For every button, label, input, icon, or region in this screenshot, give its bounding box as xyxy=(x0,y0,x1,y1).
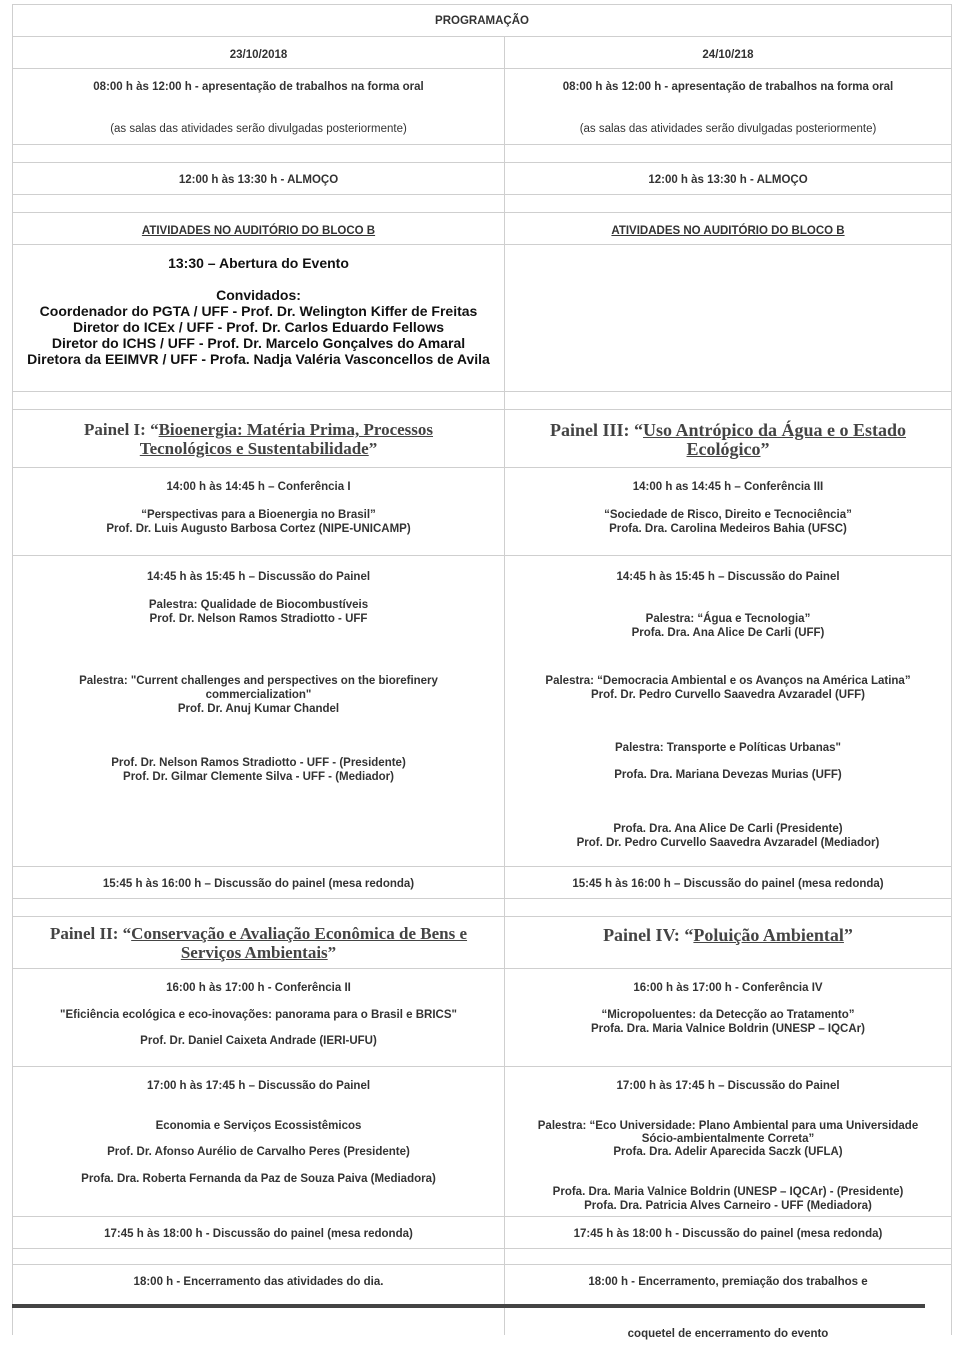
lunch-row xyxy=(12,162,952,195)
auditorium-row xyxy=(12,212,952,245)
opening-title: 13:30 – Abertura do Evento xyxy=(168,255,349,271)
panel2-mediator: Profa. Dra. Roberta Fernanda da Paz de Souza Paiva (Mediadora) xyxy=(81,1173,436,1185)
auditorium-right: ATIVIDADES NO AUDITÓRIO DO BLOCO B xyxy=(611,225,845,237)
closing-right xyxy=(505,1265,952,1340)
panel3-talk3-speaker: Profa. Dra. Mariana Devezas Murias (UFF) xyxy=(614,769,842,781)
conference-row-1 xyxy=(12,467,952,556)
panel2-president: Prof. Dr. Afonso Aurélio de Carvalho Peres (Presidente) xyxy=(107,1146,410,1158)
lunch-right: 12:00 h às 13:30 h - ALMOÇO xyxy=(505,163,952,195)
panel1-conference xyxy=(12,468,505,556)
panel4-talk-speaker: Profa. Dra. Adelir Aparecida Saczk (UFLA) xyxy=(613,1146,843,1158)
panel3-talk2-title: Palestra: “Democracia Ambiental e os Avanços na América Latina” xyxy=(545,675,911,687)
panel4-discussion xyxy=(505,1067,952,1217)
day-right: 24/10/218 xyxy=(505,37,952,69)
panel3-talk1-title: Palestra: “Água e Tecnologia” xyxy=(645,613,811,625)
lunch-left: 12:00 h às 13:30 h - ALMOÇO xyxy=(12,163,505,195)
panel3-conf-title: “Sociedade de Risco, Direito e Tecnociência” xyxy=(604,509,852,521)
panel3-president: Profa. Dra. Ana Alice De Carli (Presidente) xyxy=(613,823,843,835)
panel3-conf-time: 14:00 h as 14:45 h – Conferência III xyxy=(632,481,824,493)
conference-row-2 xyxy=(12,968,952,1067)
panel3-conference xyxy=(505,468,952,556)
guest-item: Diretora da EEIMVR / UFF - Profa. Nadja Valéria Vasconcellos de Avila xyxy=(27,351,490,367)
page-break-rule xyxy=(12,1304,925,1308)
guest-item: Coordenador do PGTA / UFF - Prof. Dr. Welington Kiffer de Freitas xyxy=(39,303,478,319)
panel4-president: Profa. Dra. Maria Valnice Boldrin (UNESP – IQCAr) - (Presidente) xyxy=(552,1186,904,1198)
spacer-row xyxy=(12,1248,952,1265)
panel4-talk-line2: Sócio-ambientalmente Correta” xyxy=(641,1133,815,1145)
spacer-row xyxy=(12,391,952,410)
panel3-prefix: Painel III: “ xyxy=(549,420,643,440)
panel1-talk2-line2: commercialization" xyxy=(205,689,312,701)
panel2-title-line2: Serviços Ambientais xyxy=(180,943,328,962)
spacer-row xyxy=(12,898,952,917)
panel2-title xyxy=(12,917,505,969)
dates-row xyxy=(12,36,952,69)
header-row xyxy=(12,4,952,37)
page-title: PROGRAMAÇÃO xyxy=(12,5,952,37)
panel4-talk-line1: Palestra: “Eco Universidade: Plano Ambiental para uma Universidade xyxy=(537,1120,919,1132)
panel4-round: 17:45 h às 18:00 h - Discussão do painel (mesa redonda) xyxy=(505,1217,952,1249)
guests-label: Convidados: xyxy=(216,287,301,303)
panel3-title xyxy=(505,410,952,468)
morning-left xyxy=(12,69,505,145)
panel2-discussion xyxy=(12,1067,505,1217)
panel2-round: 17:45 h às 18:00 h - Discussão do painel (mesa redonda) xyxy=(12,1217,505,1249)
panel3-mediator: Prof. Dr. Pedro Curvello Saavedra Avzaradel (Mediador) xyxy=(576,837,880,849)
panel4-conf-title: “Micropoluentes: da Detecção ao Tratamento” xyxy=(601,1009,855,1021)
panel2-title-line1: Conservação e Avaliação Econômica de Bens e xyxy=(131,924,468,943)
round-row-1 xyxy=(12,866,952,899)
morning-right-time: 08:00 h às 12:00 h - apresentação de trabalhos na forma oral xyxy=(562,81,894,93)
day-left: 23/10/2018 xyxy=(12,37,505,69)
spacer-row xyxy=(12,194,952,213)
panel4-suffix: ” xyxy=(843,925,853,945)
panel4-mediator: Profa. Dra. Patricia Alves Carneiro - UFF (Mediadora) xyxy=(584,1200,872,1212)
panel1-suffix: ” xyxy=(368,439,378,458)
panel3-disc-time: 14:45 h às 15:45 h – Discussão do Painel xyxy=(616,571,840,583)
panel3-conf-speaker: Profa. Dra. Carolina Medeiros Bahia (UFSC) xyxy=(609,523,847,535)
panel1-discussion xyxy=(12,556,505,867)
panel4-prefix: Painel IV: “ xyxy=(603,925,694,945)
panel1-title xyxy=(12,410,505,468)
panel1-talk1-title: Palestra: Qualidade de Biocombustíveis xyxy=(148,599,369,611)
morning-right xyxy=(505,69,952,145)
guest-item: Diretor do ICEx / UFF - Prof. Dr. Carlos Eduardo Fellows xyxy=(72,319,445,335)
panel1-president: Prof. Dr. Nelson Ramos Stradiotto - UFF - (Presidente) xyxy=(111,757,406,769)
panel2-conf-title: "Eficiência ecológica e eco-inovações: panorama para o Brasil e BRICS" xyxy=(60,1009,457,1021)
panel2-suffix: ” xyxy=(327,943,337,962)
panel-title-row-1 xyxy=(12,409,952,468)
morning-left-time: 08:00 h às 12:00 h - apresentação de trabalhos na forma oral xyxy=(93,81,424,93)
panel4-disc-time: 17:00 h às 17:45 h – Discussão do Painel xyxy=(616,1080,840,1092)
auditorium-left: ATIVIDADES NO AUDITÓRIO DO BLOCO B xyxy=(141,225,376,237)
panel2-disc-time: 17:00 h às 17:45 h – Discussão do Painel xyxy=(146,1080,371,1092)
panel1-round: 15:45 h às 16:00 h – Discussão do painel (mesa redonda) xyxy=(12,867,505,899)
panel4-conf-time: 16:00 h às 17:00 h - Conferência IV xyxy=(633,982,823,994)
panel2-prefix: Painel II: “ xyxy=(49,924,132,943)
panel2-conference xyxy=(12,969,505,1067)
panel1-talk2-line1: Palestra: "Current challenges and perspectives on the biorefinery xyxy=(79,675,438,687)
spacer-row xyxy=(12,144,952,163)
panel3-suffix: ” xyxy=(760,439,770,459)
panel4-title xyxy=(505,917,952,969)
discussion-row-1 xyxy=(12,555,952,867)
panel1-conf-title: “Perspectivas para a Bioenergia no Brasil” xyxy=(141,509,376,521)
panel1-title-line1: Bioenergia: Matéria Prima, Processos xyxy=(158,420,434,439)
closing-left-text: 18:00 h - Encerramento das atividades do dia. xyxy=(133,1276,384,1288)
morning-row xyxy=(12,68,952,145)
panel2-talk-title: Economia e Serviços Ecossistêmicos xyxy=(155,1120,362,1132)
guest-item: Diretor do ICHS / UFF - Prof. Dr. Marcelo Gonçalves do Amaral xyxy=(51,335,466,351)
panel3-discussion xyxy=(505,556,952,867)
panel4-title-line1: Poluição Ambiental xyxy=(693,925,844,945)
closing-right-line1: 18:00 h - Encerramento, premiação dos trabalhos e xyxy=(588,1276,868,1288)
discussion-row-2 xyxy=(12,1066,952,1217)
panel3-title-line2: Ecológico xyxy=(686,439,761,459)
closing-left xyxy=(12,1265,505,1335)
opening-row xyxy=(12,244,952,392)
panel1-conf-time: 14:00 h às 14:45 h – Conferência I xyxy=(166,481,351,493)
panel1-conf-speaker: Prof. Dr. Luis Augusto Barbosa Cortez (NIPE-UNICAMP) xyxy=(106,523,411,535)
panel4-conf-speaker: Profa. Dra. Maria Valnice Boldrin (UNESP – IQCAr) xyxy=(591,1023,865,1035)
panel1-title-line2: Tecnológicos e Sustentabilidade xyxy=(139,439,369,458)
round-row-2 xyxy=(12,1216,952,1249)
closing-row xyxy=(12,1264,952,1340)
panel1-mediator: Prof. Dr. Gilmar Clemente Silva - UFF - (Mediador) xyxy=(123,771,394,783)
morning-right-note: (as salas das atividades serão divulgadas posteriormente) xyxy=(579,123,877,135)
opening-cell xyxy=(12,245,505,392)
opening-empty xyxy=(505,245,952,392)
panel2-conf-speaker: Prof. Dr. Daniel Caixeta Andrade (IERI-UFU) xyxy=(140,1035,377,1047)
schedule-sheet xyxy=(12,4,952,1340)
panel-title-row-2 xyxy=(12,916,952,969)
panel3-title-line1: Uso Antrópico da Água e o Estado xyxy=(642,420,907,440)
panel1-talk2-speaker: Prof. Dr. Anuj Kumar Chandel xyxy=(177,703,340,715)
panel3-talk2-speaker: Prof. Dr. Pedro Curvello Saavedra Avzaradel (UFF) xyxy=(591,689,865,701)
panel3-round: 15:45 h às 16:00 h – Discussão do painel (mesa redonda) xyxy=(505,867,952,899)
panel1-prefix: Painel I: “ xyxy=(83,420,159,439)
morning-left-note: (as salas das atividades serão divulgadas posteriormente) xyxy=(110,123,407,135)
panel1-disc-time: 14:45 h às 15:45 h – Discussão do Painel xyxy=(146,571,371,583)
panel4-conference xyxy=(505,969,952,1067)
closing-right-line2: coquetel de encerramento do evento xyxy=(627,1328,829,1340)
panel2-conf-time: 16:00 h às 17:00 h - Conferência II xyxy=(166,982,351,994)
panel3-talk1-speaker: Profa. Dra. Ana Alice De Carli (UFF) xyxy=(631,627,825,639)
panel3-talk3-title: Palestra: Transporte e Políticas Urbanas" xyxy=(615,742,841,754)
panel1-talk1-speaker: Prof. Dr. Nelson Ramos Stradiotto - UFF xyxy=(149,613,368,625)
